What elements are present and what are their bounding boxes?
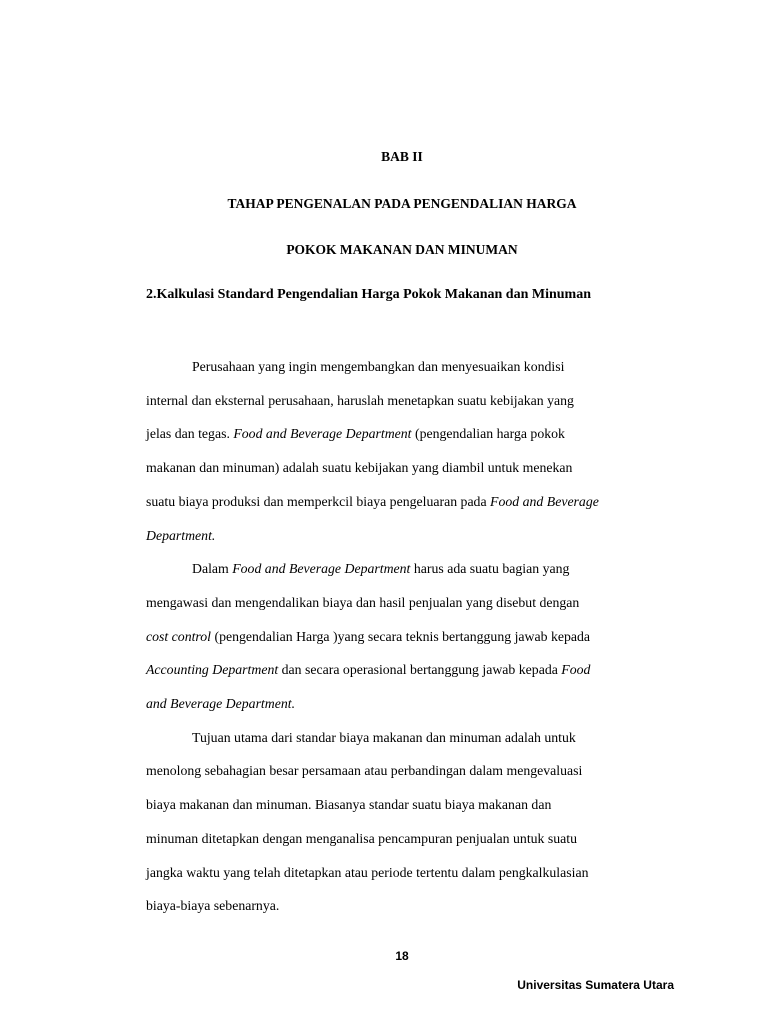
chapter-title-line-2: POKOK MAKANAN DAN MINUMAN [286, 242, 518, 257]
text-line [146, 788, 691, 822]
text-line [146, 687, 691, 721]
italic-text: cost control [146, 628, 212, 644]
text-segment: mengawasi dan mengendalikan biaya dan hasil penjualan yang disebut dengan [146, 594, 580, 610]
page-number: 18 [395, 949, 409, 963]
text-segment: suatu biaya produksi dan memperkcil biaya pengeluaran pada [146, 493, 491, 509]
paragraph [146, 721, 691, 923]
text-segment: harus ada suatu bagian yang [410, 561, 570, 577]
text-line [146, 485, 691, 519]
text-line [146, 350, 691, 384]
text-line [146, 620, 691, 654]
text-line [146, 417, 691, 451]
text-segment: Tujuan utama dari standar biaya makanan dan minuman adalah untuk [192, 729, 576, 745]
text-line [146, 822, 691, 856]
text-line [146, 754, 691, 788]
text-segment: jangka waktu yang telah ditetapkan atau periode tertentu dalam pengkalkulasian [146, 864, 589, 880]
text-line [146, 856, 691, 890]
body-text [146, 350, 691, 923]
footer-institution: Universitas Sumatera Utara [517, 978, 674, 992]
paragraph [146, 552, 691, 721]
paragraph [146, 350, 691, 552]
text-segment: dan secara operasional bertanggung jawab kepada [278, 662, 562, 678]
italic-text: Food [561, 662, 591, 678]
text-line [146, 889, 691, 923]
text-line [146, 451, 691, 485]
text-line [146, 552, 691, 586]
text-segment: (pengendalian harga pokok [411, 426, 565, 442]
italic-text: Food and Beverage Department [232, 561, 411, 577]
text-line [146, 653, 691, 687]
section-heading: 2.Kalkulasi Standard Pengendalian Harga Pokok Makanan dan Minuman [146, 287, 591, 302]
chapter-title-line-1: TAHAP PENGENALAN PADA PENGENDALIAN HARGA [227, 196, 577, 211]
text-segment: makanan dan minuman) adalah suatu kebijakan yang diambil untuk menekan [146, 460, 573, 476]
text-line [146, 586, 691, 620]
text-segment: biaya-biaya sebenarnya. [146, 898, 280, 914]
text-segment: minuman ditetapkan dengan menganalisa pencampuran penjualan untuk suatu [146, 830, 578, 846]
italic-text: Food and Beverage [490, 493, 599, 509]
text-line [146, 384, 691, 418]
text-segment: Perusahaan yang ingin mengembangkan dan menyesuaikan kondisi [192, 359, 565, 374]
text-segment: (pengendalian Harga )yang secara teknis bertanggung jawab kepada [211, 628, 591, 644]
italic-text: Department. [146, 527, 216, 543]
text-segment: internal dan eksternal perusahaan, haruslah menetapkan suatu kebijakan yang [146, 392, 574, 408]
text-segment: Dalam [192, 561, 233, 577]
text-segment: biaya makanan dan minuman. Biasanya standar suatu biaya makanan dan [146, 797, 552, 813]
text-line [146, 519, 691, 553]
text-line [146, 721, 691, 755]
italic-text: and Beverage Department. [146, 696, 296, 712]
italic-text: Food and Beverage Department [233, 426, 412, 442]
chapter-number: BAB II [381, 149, 423, 164]
text-segment: menolong sebahagian besar persamaan atau perbandingan dalam mengevaluasi [146, 763, 583, 779]
text-segment: jelas dan tegas. [146, 426, 234, 442]
italic-text: Accounting Department [146, 662, 279, 678]
